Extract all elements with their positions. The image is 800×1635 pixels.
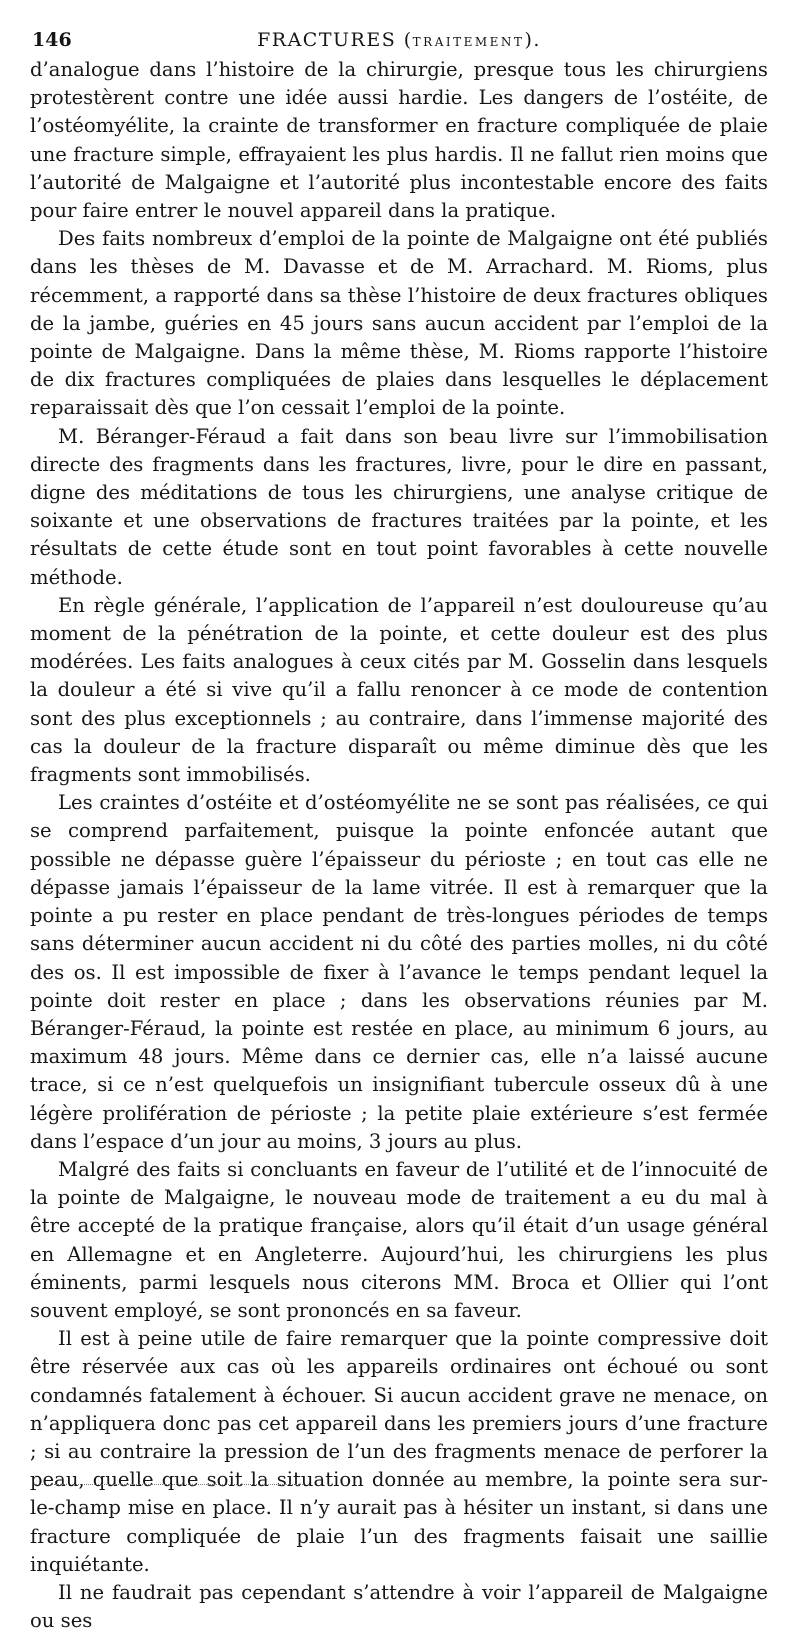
running-title-end: ).	[524, 29, 541, 51]
paragraph: Malgré des faits si concluants en faveur de l’utilité et de l’innocuité de la pointe de Malgaigne, le nouveau mode de traitement a eu du mal à être accepté de la pratique française, alors qu’il était d’un usage général en Allemagne et en Angleterre. Aujourd’hui, les chirurgiens les plus éminents, parmi lesquels nous citerons MM. Broca et Ollier qui l’ont souvent employé, se sont prononcés en sa faveur.	[30, 1157, 768, 1322]
paragraph: d’analogue dans l’histoire de la chirurgie, presque tous les chirurgiens protestèrent contre une idée aussi hardie. Les dangers de l’ostéite, de l’ostéomyélite, la crainte de transformer en fracture compliquée de plaie une fracture simple, effrayaient les plus hardis. Il ne fallut rien moins que l’autorité de Malgaigne et l’autorité plus incontestable encore des faits pour faire entrer le nouvel appareil dans la pratique.	[30, 58, 768, 223]
paragraph: Les craintes d’ostéite et d’ostéomyélite ne se sont pas réalisées, ce qui se comprend parfaitement, puisque la pointe enfoncée autant que possible ne dépasse guère l’épaisseur du périoste ; en tout cas elle ne dépasse jamais l’épaisseur de la lame vitrée. Il est à remarquer que la pointe a pu rester en place pendant de très-longues périodes de temps sans déterminer aucun accident ni du côté des parties molles, ni du côté des os. Il est impossible de fixer à l’avance le temps pendant lequel la pointe doit rester en place ; dans les observations réunies par M. Béranger-Féraud, la pointe est restée en place, au minimum 6 jours, au maximum 48 jours. Même dans ce dernier cas, elle n’a laissé aucune trace, si ce n’est quelquefois un insignifiant tubercule osseux dû à une légère prolifération de périoste ; la petite plaie extérieure s’est fermée dans l’espace d’un jour au moins, 3 jours au plus.	[30, 791, 768, 1153]
paragraph: M. Béranger-Féraud a fait dans son beau livre sur l’immobilisation directe des fragments dans les fractures, livre, pour le dire en passant, digne des méditations de tous les chirurgiens, une analyse critique de soixante et une observations de fractures traitées par la pointe, et les résultats de cette étude sont en tout point favorables à cette nouvelle méthode.	[30, 424, 768, 589]
footer-dotted-rule	[35, 1484, 303, 1485]
running-title-subtitle: TRAITEMENT	[412, 35, 525, 49]
paragraph: Des faits nombreux d’emploi de la pointe de Malgaigne ont été publiés dans les thèses de M. Davasse et de M. Arrachard. M. Rioms, plus récemment, a rapporté dans sa thèse l’histoire de deux fractures obliques de la jambe, guéries en 45 jours sans aucun accident par l’emploi de la pointe de Malgaigne. Dans la même thèse, M. Rioms rapporte l’histoire de dix fractures compliquées de plaies dans lesquelles le déplacement reparaissait dès que l’on cessait l’emploi de la pointe.	[30, 227, 768, 420]
paragraph: Il est à peine utile de faire remarquer que la pointe compressive doit être réservée aux cas où les appareils ordinaires ont échoué ou sont condamnés fatalement à échouer. Si aucun accident grave ne menace, on n’appliquera donc pas cet appareil dans les premiers jours d’une fracture ; si au contraire la pression de l’un des fragments menace de perforer la peau, quelle que soit la situation donnée au membre, la pointe sera sur-le-champ mise en place. Il n’y aurait pas à hésiter un instant, si dans une fracture compliquée de plaie l’un des fragments faisait une saillie inquiétante.	[30, 1327, 768, 1576]
paragraph: En règle générale, l’application de l’appareil n’est douloureuse qu’au moment de la pénétration de la pointe, et cette douleur est des plus modérées. Les faits analogues à ceux cités par M. Gosselin dans lesquels la douleur a été si vive qu’il a fallu renoncer à ce mode de contention sont des plus exceptionnels ; au contraire, dans l’immense majorité des cas la douleur de la fracture disparaît ou même diminue dès que les fragments sont immobilisés.	[30, 593, 768, 787]
paragraph: Il ne faudrait pas cependant s’attendre à voir l’appareil de Malgaigne ou ses	[30, 1580, 768, 1633]
running-head	[30, 26, 768, 54]
running-title-main: FRACTURES (	[257, 29, 413, 51]
page-number: 146	[32, 29, 72, 51]
running-title	[30, 26, 768, 56]
body-text	[30, 56, 768, 1635]
book-page	[30, 26, 768, 1635]
